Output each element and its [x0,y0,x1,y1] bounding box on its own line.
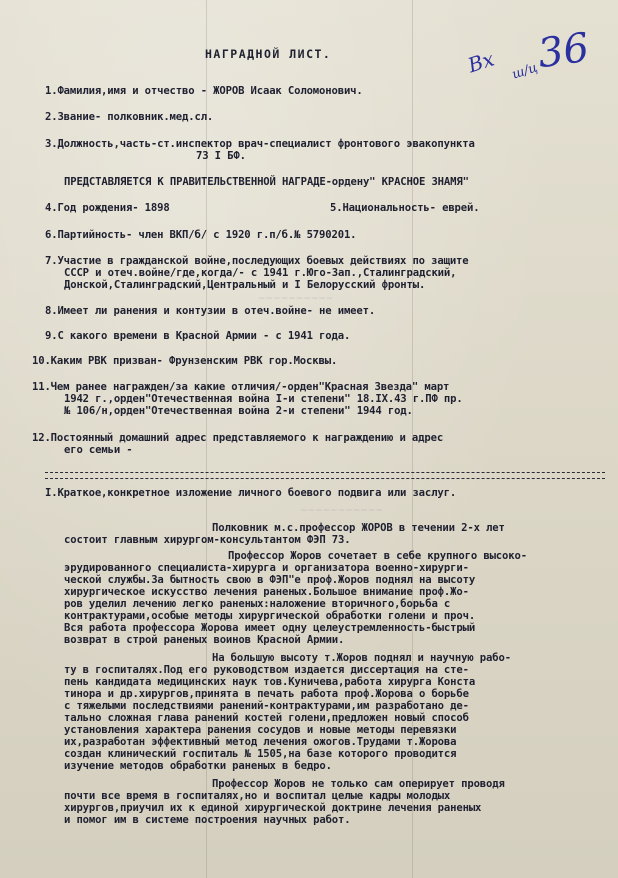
body-line: ту в госпиталях.Под его руководством издается диссертация на сте- [64,664,469,676]
body-line: Вся работа профессора Жорова имеет одну целеустремленность-быстрый [64,622,476,634]
field-birth-year: 4.Год рождения- 1898 [45,202,170,214]
body-line: На большую высоту т.Жоров поднял и научную рабо- [212,652,511,664]
body-line: их,разработан эффективный метод лечения ожогов.Трудами т.Жорова [64,736,457,748]
field-name: 1.Фамилия,имя и отчество - ЖОРОВ Исаак Соломонович. [45,85,363,97]
field-previous-awards-cont: № 106/н,орден"Отечественная война 2-и степени" 1944 год. [64,405,413,417]
body-line: хирургическое искусство лечения раненых.Большое внимание проф.Жо- [64,586,469,598]
body-line: Профессор Жоров не только сам оперирует проводя [212,778,505,790]
body-line: почти все время в госпиталях,но и воспитал целые кадры молодых [64,790,451,802]
section-heading: I.Краткое,конкретное изложение личного боевого подвига или заслуг. [45,487,457,499]
body-line: ческой службы.За бытность свою в ФЭП"е проф.Жоров поднял на высоту [64,574,476,586]
body-line: и помог им в системе построения научных работ. [64,814,351,826]
field-position-cont: 73 I БФ. [196,150,246,162]
award-presented: ПРЕДСТАВЛЯЕТСЯ К ПРАВИТЕЛЬСТВЕННОЙ НАГРАДЕ-ордену" КРАСНОЕ ЗНАМЯ" [64,176,469,188]
field-address-cont: его семьи - [64,444,133,456]
handwritten-sub: ш/ц [510,60,540,83]
field-address: 12.Постоянный домашний адрес представляемого к награждению и адрес [32,432,444,444]
body-line: Профессор Жоров сочетает в себе крупного высоко- [228,550,527,562]
body-line: ров уделил лечению легко раненых:наложение вторичного,борьба с [64,598,451,610]
body-line: создан клинический госпиталь № 1505,на базе которого проводится [64,748,457,760]
handwritten-mark: Вх [464,46,498,78]
field-rank: 2.Звание- полковник.мед.сл. [45,111,214,123]
field-nationality: 5.Национальность- еврей. [330,202,480,214]
field-participation-cont: Донской,Сталинградский,Центральный и I Белорусский фронты. [64,279,426,291]
document-title: НАГРАДНОЙ ЛИСТ. [205,47,332,61]
faint-stamp-mark: ~~~~~~~~~~ [258,294,334,304]
body-line: контрактурами,особые методы хирургической обработки голени и проч. [64,610,476,622]
field-party: 6.Партийность- член ВКП/б/ с 1920 г.п/б.№ 5790201. [45,229,357,241]
body-line: состоит главным хирургом-консультантом ФЭП 73. [64,534,351,546]
separator-line [45,478,605,480]
field-previous-awards-cont: 1942 г.,орден"Отечественная война I-и степени" 18.IX.43 г.ПФ пр. [64,393,463,405]
handwritten-number: 36 [535,24,592,78]
body-line: установления характера ранения сосудов и новые методы перевязки [64,724,457,736]
body-line: тинора и др.хирургов,принята в печать работа проф.Жорова о борьбе [64,688,469,700]
field-position: 3.Должность,часть-ст.инспектор врач-специалист фронтового эвакопункта [45,138,475,150]
body-line: возврат в строй раненых воинов Красной Армии. [64,634,345,646]
body-line: тально сложная глава ранений костей голени,предложен новый способ [64,712,469,724]
field-service-since: 9.С какого времени в Красной Армии - с 1941 года. [45,330,351,342]
field-wounds: 8.Имеет ли ранения и контузии в отеч.войне- не имеет. [45,305,376,317]
field-participation: 7.Участие в гражданской войне,последующих боевых действиях по защите [45,255,469,267]
field-conscription: 10.Каким РВК призван- Фрунзенским РВК гор.Москвы. [32,355,338,367]
body-line: с тяжелыми последствиями ранений-контрактурами,им разработано де- [64,700,469,712]
body-line: пень кандидата медицинских наук тов.Куничева,работа хирурга Конста [64,676,476,688]
body-line: Полковник м.с.профессор ЖОРОВ в течении 2-х лет [212,522,505,534]
body-line: изучение методов обработки раненых в бедро. [64,760,332,772]
body-line: эрудированного специалиста-хирурга и организатора военно-хирурги- [64,562,469,574]
separator-line [45,472,605,474]
faint-stamp-mark: ~~~~~~~~~~~ [300,506,383,516]
body-line: хирургов,приучил их к единой хирургической доктрине лечения раненых [64,802,482,814]
field-previous-awards: 11.Чем ранее награжден/за какие отличия/-орден"Красная Звезда" март [32,381,450,393]
field-participation-cont: СССР и отеч.войне/где,когда/- с 1941 г.Юго-Зап.,Сталинградский, [64,267,457,279]
